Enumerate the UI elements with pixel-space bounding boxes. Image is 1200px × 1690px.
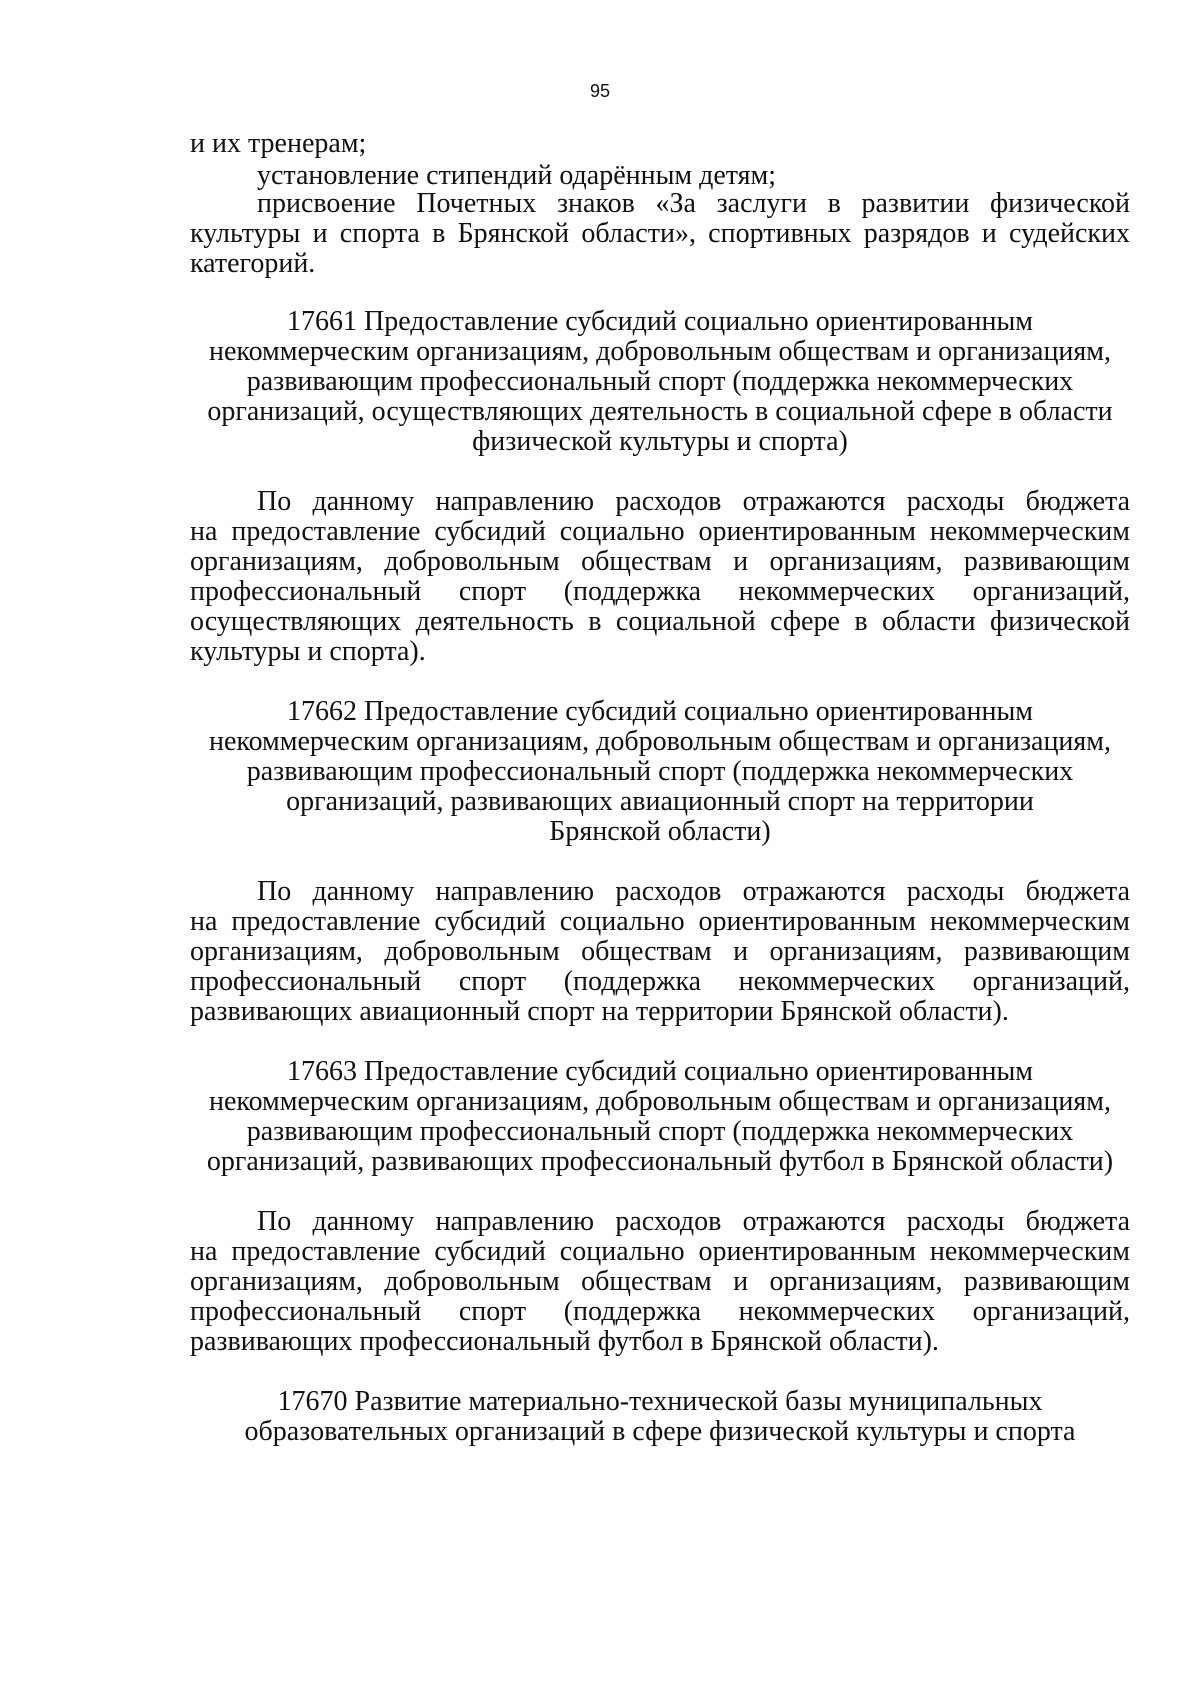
- section-heading-line: некоммерческим организациям, добровольным обществам и организациям,: [208, 1086, 1112, 1117]
- section-body-line: на предоставление субсидий социально ориентированным некоммерческим: [190, 1236, 1130, 1267]
- section-heading-line: 17670 Развитие материально-технической базы муниципальных: [277, 1386, 1043, 1417]
- intro-line: присвоение Почетных знаков «За заслуги в развитии физической: [257, 188, 1130, 219]
- section-heading-line: 17663 Предоставление субсидий социально ориентированным: [286, 1056, 1034, 1087]
- intro-line: и их тренерам;: [190, 128, 367, 159]
- page-number: 95: [589, 81, 611, 101]
- section-heading-line: некоммерческим организациям, добровольным обществам и организациям,: [208, 336, 1112, 367]
- section-body-line: По данному направлению расходов отражаются расходы бюджета: [257, 486, 1130, 517]
- section-heading-line: Брянской области): [549, 816, 771, 847]
- intro-line: культуры и спорта в Брянской области», спортивных разрядов и судейских: [190, 218, 1130, 249]
- section-body-line: организациям, добровольным обществам и организациям, развивающим: [190, 1266, 1130, 1297]
- section-body-line: на предоставление субсидий социально ориентированным некоммерческим: [190, 906, 1130, 937]
- section-body-line: профессиональный спорт (поддержка некоммерческих организаций,: [190, 1296, 1130, 1327]
- intro-line: установление стипендий одарённым детям;: [257, 160, 777, 191]
- section-body-line: развивающих авиационный спорт на территории Брянской области).: [190, 996, 1009, 1027]
- section-heading-line: организаций, развивающих профессиональный футбол в Брянской области): [206, 1146, 1114, 1177]
- section-heading-line: 17662 Предоставление субсидий социально ориентированным: [286, 696, 1034, 727]
- section-body-line: По данному направлению расходов отражаются расходы бюджета: [257, 876, 1130, 907]
- section-body-line: организациям, добровольным обществам и организациям, развивающим: [190, 936, 1130, 967]
- section-heading-line: развивающим профессиональный спорт (поддержка некоммерческих: [246, 1116, 1074, 1147]
- section-body-line: развивающих профессиональный футбол в Брянской области).: [190, 1326, 939, 1357]
- section-body-line: на предоставление субсидий социально ориентированным некоммерческим: [190, 516, 1130, 547]
- intro-line: категорий.: [190, 248, 316, 279]
- section-body-line: культуры и спорта).: [190, 636, 426, 667]
- section-heading-line: организаций, развивающих авиационный спорт на территории: [286, 786, 1034, 817]
- section-heading-line: развивающим профессиональный спорт (поддержка некоммерческих: [246, 366, 1074, 397]
- section-heading-line: физической культуры и спорта): [472, 426, 848, 457]
- section-body-line: осуществляющих деятельность в социальной сфере в области физической: [190, 606, 1130, 637]
- section-heading-line: некоммерческим организациям, добровольным обществам и организациям,: [208, 726, 1112, 757]
- section-body-line: профессиональный спорт (поддержка некоммерческих организаций,: [190, 576, 1130, 607]
- section-heading-line: развивающим профессиональный спорт (поддержка некоммерческих: [246, 756, 1074, 787]
- section-heading-line: организаций, осуществляющих деятельность в социальной сфере в области: [207, 396, 1113, 427]
- section-body-line: профессиональный спорт (поддержка некоммерческих организаций,: [190, 966, 1130, 997]
- section-heading-line: образовательных организаций в сфере физической культуры и спорта: [244, 1416, 1076, 1447]
- section-body-line: организациям, добровольным обществам и организациям, развивающим: [190, 546, 1130, 577]
- section-heading-line: 17661 Предоставление субсидий социально ориентированным: [286, 306, 1034, 337]
- section-body-line: По данному направлению расходов отражаются расходы бюджета: [257, 1206, 1130, 1237]
